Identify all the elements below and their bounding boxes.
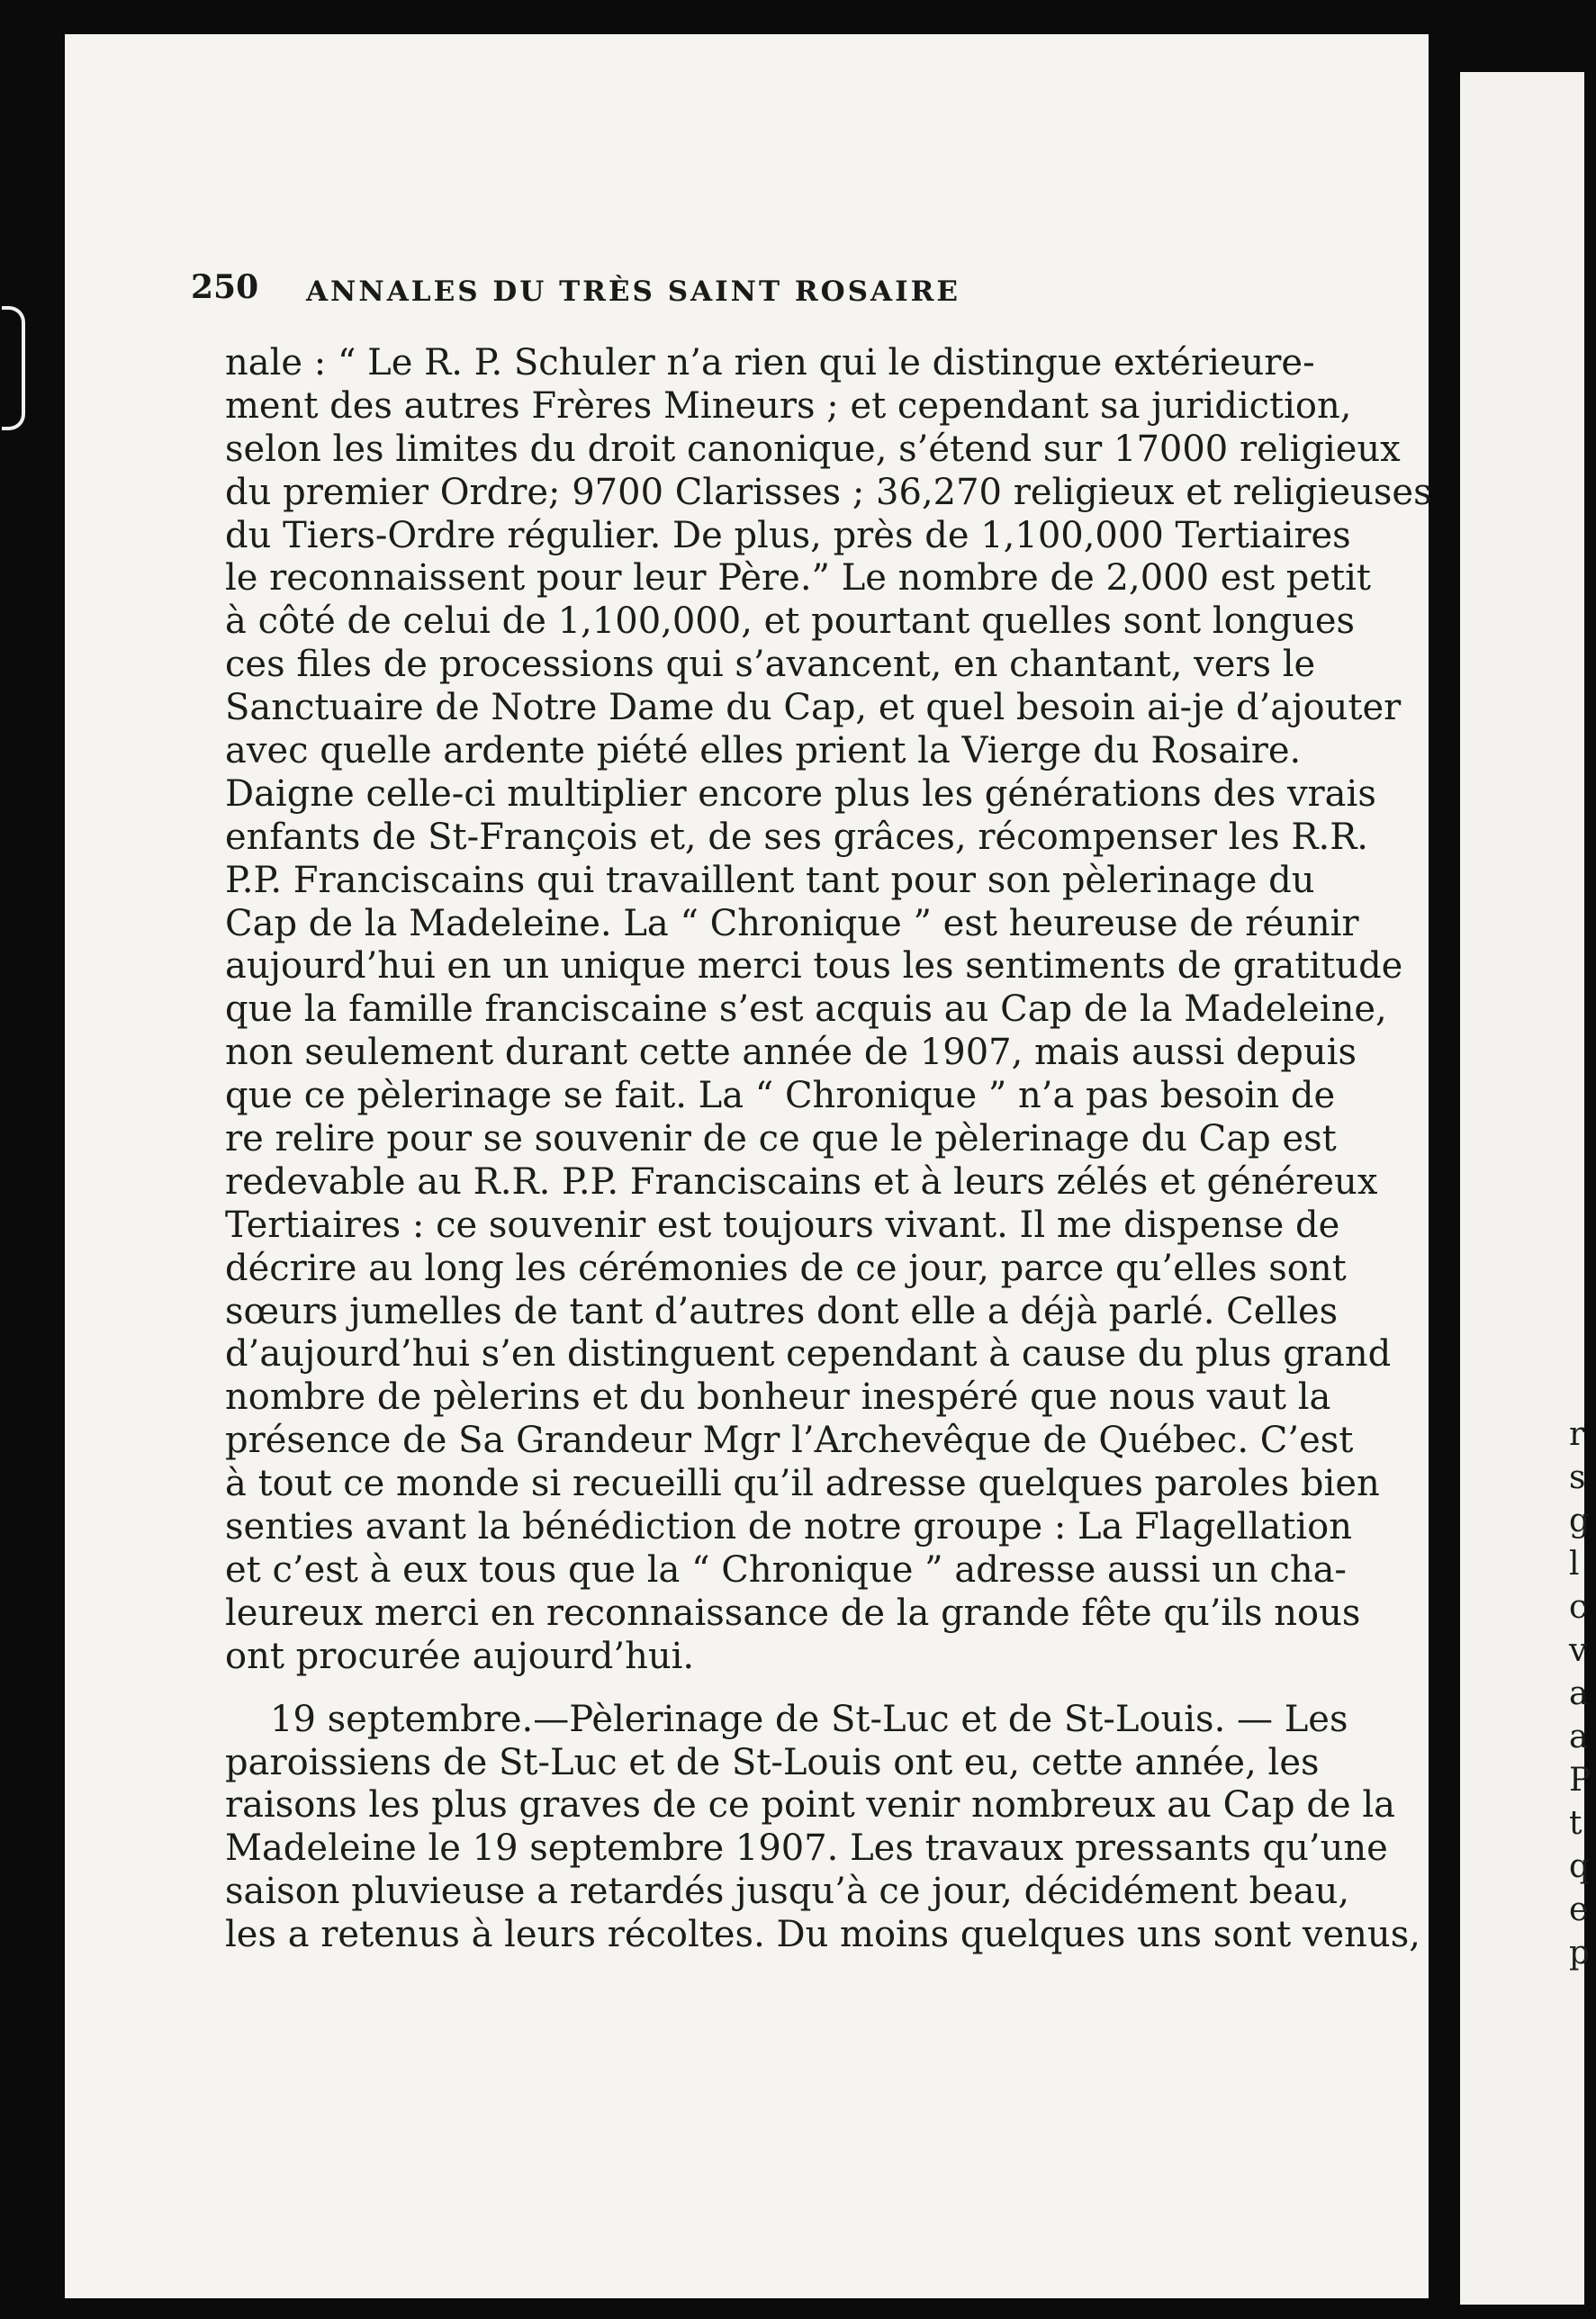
text-line: P.P. Franciscains qui travaillent tant pour son pèlerinage du — [225, 859, 1315, 901]
text-line: les a retenus à leurs récoltes. Du moins quelques uns sont venus, — [225, 1914, 1420, 1956]
text-line: le reconnaissent pour leur Père.” Le nombre de 2,000 est petit — [225, 557, 1371, 600]
text-line: aujourd’hui en un unique merci tous les sentiments de gratitude — [225, 945, 1403, 988]
paragraph-2 — [225, 1698, 1420, 1957]
text-line: que ce pèlerinage se fait. La “ Chronique ” n’a pas besoin de — [225, 1075, 1336, 1117]
text-line: décrire au long les cérémonies de ce jour, parce qu’elles sont — [225, 1247, 1347, 1289]
text-line: Madeleine le 19 septembre 1907. Les travaux pressants qu’une — [225, 1827, 1388, 1870]
text-line: nombre de pèlerins et du bonheur inespéré que nous vaut la — [225, 1376, 1331, 1419]
text-line: saison pluvieuse a retardés jusqu’à ce jour, décidément beau, — [225, 1871, 1350, 1913]
running-title: ANNALES DU TRÈS SAINT ROSAIRE — [306, 275, 960, 308]
text-line: selon les limites du droit canonique, s’étend sur 17000 religieux — [225, 428, 1401, 470]
right-page-fragment: v — [1569, 1632, 1588, 1669]
text-line: Cap de la Madeleine. La “ Chronique ” est heureuse de réunir — [225, 902, 1359, 944]
text-line: raisons les plus graves de ce point venir nombreux au Cap de la — [225, 1784, 1395, 1827]
text-line: paroissiens de St-Luc et de St-Louis ont eu, cette année, les — [225, 1741, 1320, 1783]
paragraph-1 — [225, 342, 1432, 1679]
text-line: à côté de celui de 1,100,000, et pourtant quelles sont longues — [225, 600, 1356, 643]
text-line: que la famille franciscaine s’est acquis au Cap de la Madeleine, — [225, 988, 1387, 1031]
page-header — [191, 268, 1091, 322]
text-line: leureux merci en reconnaissance de la grande fête qu’ils nous — [225, 1592, 1361, 1634]
text-line: re relire pour se souvenir de ce que le pèlerinage du Cap est — [225, 1118, 1337, 1160]
text-line: du Tiers-Ordre régulier. De plus, près de 1,100,000 Tertiaires — [225, 514, 1351, 556]
text-line: présence de Sa Grandeur Mgr l’Archevêque de Québec. C’est — [225, 1420, 1354, 1462]
text-line: non seulement durant cette année de 1907, mais aussi depuis — [225, 1032, 1357, 1074]
text-line: 19 septembre.—Pèlerinage de St-Luc et de St-Louis. — Les — [270, 1698, 1348, 1740]
right-page-fragment: q — [1569, 1848, 1591, 1885]
right-page-fragment: a — [1569, 1719, 1589, 1755]
right-page-fragment: r — [1569, 1416, 1585, 1453]
text-line: nale : “ Le R. P. Schuler n’a rien qui le distingue extérieure- — [225, 342, 1315, 383]
text-line: et c’est à eux tous que la “ Chronique ” adresse aussi un cha- — [225, 1548, 1347, 1591]
text-line: avec quelle ardente piété elles prient la Vierge du Rosaire. — [225, 730, 1302, 772]
text-line: senties avant la bénédiction de notre groupe : La Flagellation — [225, 1506, 1352, 1548]
right-page-fragment: P — [1569, 1762, 1591, 1799]
text-line: à tout ce monde si recueilli qu’il adresse quelques paroles bien — [225, 1463, 1380, 1505]
page-number: 250 — [191, 268, 259, 306]
text-line: ment des autres Frères Mineurs ; et cependant sa juridiction, — [225, 384, 1352, 427]
text-line: Daigne celle-ci multiplier encore plus les générations des vrais — [225, 772, 1376, 815]
right-page-fragment: s — [1569, 1459, 1586, 1496]
right-page-fragment: p — [1569, 1935, 1591, 1972]
right-page-fragment: a — [1569, 1675, 1589, 1712]
text-line: ces files de processions qui s’avancent, en chantant, vers le — [225, 644, 1316, 686]
text-line: ont procurée aujourd’hui. — [225, 1635, 695, 1677]
text-line: enfants de St-François et, de ses grâces, récompenser les R.R. — [225, 816, 1369, 858]
right-page-text-fragments — [1569, 1413, 1596, 1975]
right-page-fragment: t — [1569, 1805, 1582, 1842]
right-page-fragment: g — [1569, 1502, 1591, 1539]
text-line: Tertiaires : ce souvenir est toujours vivant. Il me dispense de — [225, 1204, 1340, 1246]
right-page-edge — [1460, 72, 1584, 2305]
right-page-fragment: c — [1569, 1589, 1588, 1626]
right-page-fragment: e — [1569, 1891, 1589, 1928]
text-line: sœurs jumelles de tant d’autres dont elle a déjà parlé. Celles — [225, 1290, 1339, 1332]
right-page-fragment: l — [1569, 1546, 1580, 1583]
text-line: redevable au R.R. P.P. Franciscains et à leurs zélés et généreux — [225, 1160, 1378, 1203]
body-text — [225, 342, 1432, 1957]
text-line: du premier Ordre; 9700 Clarisses ; 36,270 religieux et religieuses — [225, 471, 1432, 513]
text-line: d’aujourd’hui s’en distinguent cependant à cause du plus grand — [225, 1333, 1392, 1376]
binding-fragment — [2, 306, 25, 430]
text-line: Sanctuaire de Notre Dame du Cap, et quel besoin ai-je d’ajouter — [225, 687, 1402, 729]
